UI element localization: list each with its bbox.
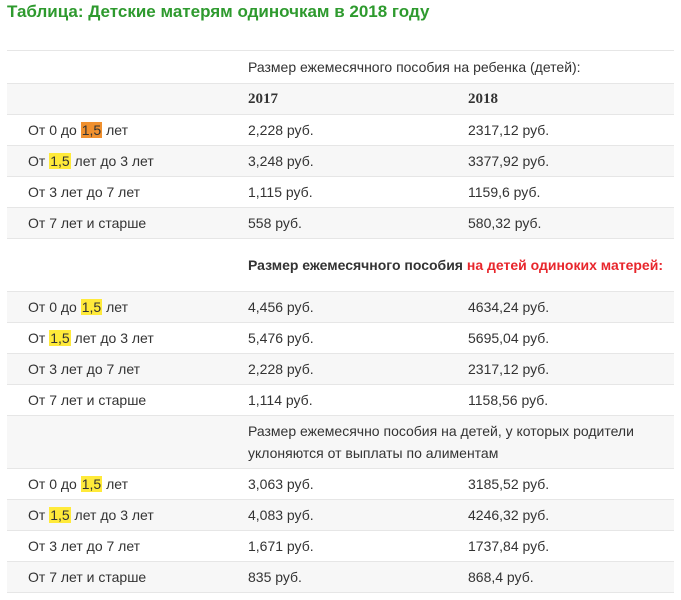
table-row (7, 177, 674, 208)
value-2017: 5,476 руб. (227, 323, 447, 354)
highlight-mark: 1,5 (50, 330, 70, 346)
table-row (7, 115, 674, 146)
year-2018-header: 2018 (447, 84, 674, 115)
value-2018: 2317,12 руб. (447, 354, 674, 385)
value-2017: 2,228 руб. (227, 354, 447, 385)
table-row (7, 469, 674, 500)
highlight-mark: 1,5 (81, 299, 102, 315)
value-2018: 3185,52 руб. (447, 469, 674, 500)
value-2018: 3377,92 руб. (447, 146, 674, 177)
table-row (7, 146, 674, 177)
year-2017-header: 2017 (227, 84, 447, 115)
value-2017: 835 руб. (227, 562, 447, 593)
age-cell: От 3 лет до 7 лет (7, 354, 227, 385)
section-header-row (7, 51, 674, 84)
age-cell: От 1,5 лет до 3 лет (7, 500, 227, 531)
value-2018: 4246,32 руб. (447, 500, 674, 531)
value-2017: 4,456 руб. (227, 292, 447, 323)
page-title: Таблица: Детские матерям одиночкам в 2018 году (7, 2, 430, 21)
age-cell: От 3 лет до 7 лет (7, 531, 227, 562)
value-2018: 1158,56 руб. (447, 385, 674, 416)
age-cell: От 7 лет и старше (7, 562, 227, 593)
value-2018: 868,4 руб. (447, 562, 674, 593)
value-2017: 1,114 руб. (227, 385, 447, 416)
age-cell: От 0 до 1,5 лет (7, 115, 227, 146)
value-2017: 558 руб. (227, 208, 447, 239)
value-2018: 5695,04 руб. (447, 323, 674, 354)
empty-cell (7, 416, 227, 469)
age-cell: От 1,5 лет до 3 лет (7, 146, 227, 177)
section-header: Размер ежемесячно пособия на детей, у которых родители уклоняются от выплаты по алиментам (227, 416, 674, 469)
table-row (7, 385, 674, 416)
value-2017: 2,228 руб. (227, 115, 447, 146)
age-cell: От 3 лет до 7 лет (7, 177, 227, 208)
value-2017: 1,671 руб. (227, 531, 447, 562)
section-header-row (7, 239, 674, 292)
age-cell: От 0 до 1,5 лет (7, 469, 227, 500)
section-header: Размер ежемесячного пособия на детей одиноких матерей: (227, 239, 674, 292)
table-row (7, 531, 674, 562)
benefits-table (7, 50, 674, 593)
value-2018: 2317,12 руб. (447, 115, 674, 146)
value-2018: 4634,24 руб. (447, 292, 674, 323)
age-cell: От 1,5 лет до 3 лет (7, 323, 227, 354)
value-2018: 1737,84 руб. (447, 531, 674, 562)
table-row (7, 354, 674, 385)
highlight-mark: 1,5 (50, 507, 70, 523)
value-2017: 1,115 руб. (227, 177, 447, 208)
value-2018: 580,32 руб. (447, 208, 674, 239)
table-row (7, 500, 674, 531)
table-row (7, 208, 674, 239)
section-header-row (7, 416, 674, 469)
empty-cell (7, 239, 227, 292)
age-cell: От 7 лет и старше (7, 208, 227, 239)
table-row (7, 323, 674, 354)
age-cell: От 7 лет и старше (7, 385, 227, 416)
table-row (7, 292, 674, 323)
value-2017: 3,248 руб. (227, 146, 447, 177)
value-2017: 3,063 руб. (227, 469, 447, 500)
empty-cell (7, 51, 227, 84)
year-header-row (7, 84, 674, 115)
empty-cell (7, 84, 227, 115)
value-2018: 1159,6 руб. (447, 177, 674, 208)
highlight-mark: 1,5 (81, 476, 102, 492)
section-header: Размер ежемесячного пособия на ребенка (детей): (227, 51, 674, 84)
highlight-mark: 1,5 (81, 122, 102, 138)
age-cell: От 0 до 1,5 лет (7, 292, 227, 323)
value-2017: 4,083 руб. (227, 500, 447, 531)
table-row (7, 562, 674, 593)
highlight-mark: 1,5 (50, 153, 70, 169)
